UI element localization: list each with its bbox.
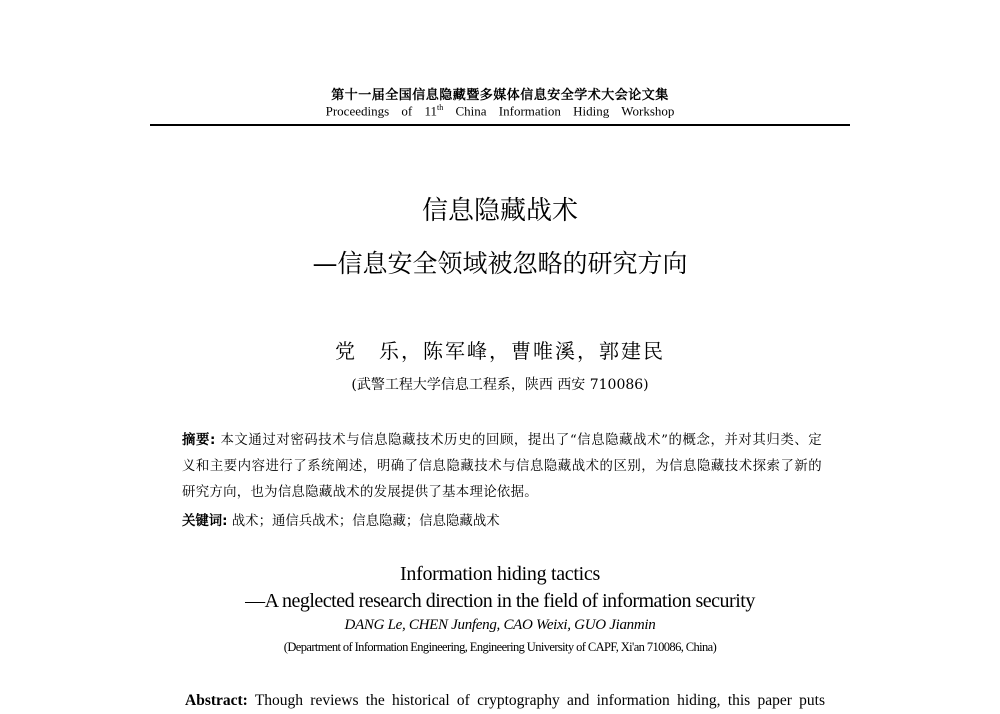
paper-title-cn: 信息隐藏战术 <box>421 196 578 226</box>
header-en-suffix: China Information Hiding Workshop <box>455 103 675 119</box>
paper-title-en: Information hiding tactics <box>400 563 600 585</box>
abstract-cn <box>182 428 822 506</box>
header-en-superscript: th <box>437 103 444 112</box>
authors-en: DANG Le, CHEN Junfeng, CAO Weixi, GUO Jianmin <box>344 617 656 633</box>
abstract-cn-label: 摘要: <box>182 433 216 448</box>
abstract-en-text: Though reviews the historical of cryptography and information hiding, this paper puts <box>247 692 825 709</box>
proceedings-header-en <box>0 103 1000 119</box>
proceedings-header-cn: 第十一届全国信息隐藏暨多媒体信息安全学术大会论文集 <box>331 88 669 103</box>
abstract-cn-text: 本文通过对密码技术与信息隐藏技术历史的回顾，提出了“信息隐藏战术”的概念，并对其归类、定义和主要内容进行了系统阐述，明确了信息隐藏技术与信息隐藏战术的区别，为信息隐藏技术探索了新的研究方向，也为信息隐藏战术的发展提供了基本理论依据。 <box>182 433 822 500</box>
abstract-en-label: Abstract: <box>185 692 248 709</box>
authors-cn: 党 乐，陈军峰，曹唯溪，郭建民 <box>335 339 665 363</box>
header-rule <box>150 124 850 126</box>
keywords-cn-label: 关键词: <box>182 514 228 529</box>
affiliation-cn: (武警工程大学信息工程系，陕西 西安 710086) <box>351 377 649 393</box>
affiliation-en: (Department of Information Engineering, Engineering University of CAPF, Xi'an 710086, China) <box>283 640 717 654</box>
keywords-cn <box>182 509 822 535</box>
keywords-cn-text: 战术；通信兵战术；信息隐藏；信息隐藏战术 <box>227 514 500 529</box>
paper-subtitle-cn: —信息安全领域被忽略的研究方向 <box>312 249 688 278</box>
header-en-prefix: Proceedings of 11 <box>325 103 437 119</box>
abstract-en <box>185 692 825 710</box>
paper-subtitle-en: —A neglected research direction in the field of information security <box>245 590 755 612</box>
